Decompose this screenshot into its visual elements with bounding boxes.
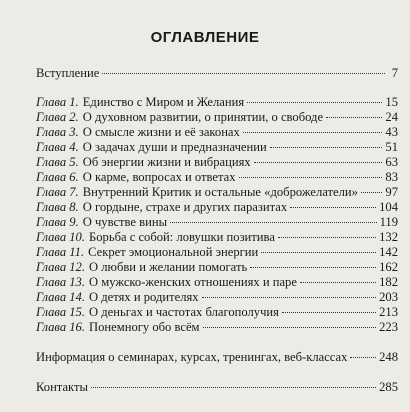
entry-page: 15: [385, 95, 398, 109]
chapter-label: Глава 5.: [36, 155, 79, 169]
entry-text: Понемногу обо всём: [89, 320, 200, 334]
leader-dots: [326, 117, 382, 118]
toc-entry-chapter-14: [36, 290, 398, 305]
page-title: ОГЛАВЛЕНИЕ: [150, 29, 260, 46]
toc-entry-chapter-8: [36, 200, 398, 215]
leader-dots: [239, 177, 383, 178]
entry-page: 24: [385, 110, 398, 124]
chapter-label: Глава 6.: [36, 170, 79, 184]
entry-page: 162: [379, 260, 398, 274]
leader-dots: [102, 73, 385, 74]
entry-page: 248: [379, 350, 398, 364]
chapter-label: Глава 3.: [36, 125, 79, 139]
chapter-label: Глава 14.: [36, 290, 86, 304]
leader-dots: [300, 282, 376, 283]
toc-entry-chapter-15: [36, 305, 398, 320]
entry-text: Вступление: [36, 66, 100, 80]
toc-entry-chapter-7: [36, 185, 398, 200]
toc-entry-chapter-9: [36, 215, 398, 230]
entry-text: Об энергии жизни и вибрациях: [82, 155, 251, 169]
entry-page: 142: [379, 245, 398, 259]
entry-page: 132: [379, 230, 398, 244]
entry-text: О деньгах и частотах благополучия: [89, 305, 279, 319]
entry-text: О чувстве вины: [82, 215, 168, 229]
leader-dots: [170, 222, 377, 223]
chapter-label: Глава 11.: [36, 245, 85, 259]
entry-text: О задачах души и предназначении: [82, 140, 267, 154]
entry-page: 51: [385, 140, 398, 154]
entry-text: О мужско-женских отношениях и паре: [89, 275, 297, 289]
entry-text: О карме, вопросах и ответах: [82, 170, 236, 184]
chapter-label: Глава 1.: [36, 95, 79, 109]
chapter-label: Глава 10.: [36, 230, 86, 244]
toc-entry-contacts: [36, 380, 398, 395]
entry-text: Контакты: [36, 380, 88, 394]
entry-page: 203: [379, 290, 398, 304]
entry-text: О духовном развитии, о принятии, о свободе: [82, 110, 324, 124]
entry-page: 213: [379, 305, 398, 319]
toc-entry-info: [36, 350, 398, 365]
chapter-label: Глава 16.: [36, 320, 86, 334]
entry-text: Информация о семинарах, курсах, тренингах, веб-классах: [36, 350, 348, 364]
leader-dots: [202, 297, 377, 298]
leader-dots: [350, 357, 376, 358]
entry-text: О гордыне, страхе и других паразитах: [82, 200, 288, 214]
chapter-label: Глава 4.: [36, 140, 79, 154]
entry-page: 119: [379, 215, 398, 229]
leader-dots: [247, 102, 382, 103]
toc-entry-chapter-3: [36, 125, 398, 140]
entry-text: О смысле жизни и её законах: [82, 125, 240, 139]
toc-entry-chapter-13: [36, 275, 398, 290]
entry-page: 285: [379, 380, 398, 394]
leader-dots: [91, 387, 376, 388]
entry-page: 97: [385, 185, 398, 199]
chapter-label: Глава 15.: [36, 305, 86, 319]
entry-page: 63: [385, 155, 398, 169]
leader-dots: [270, 147, 383, 148]
leader-dots: [290, 207, 376, 208]
leader-dots: [361, 192, 382, 193]
leader-dots: [250, 267, 376, 268]
entry-text: О детях и родителях: [89, 290, 199, 304]
leader-dots: [278, 237, 376, 238]
chapter-label: Глава 8.: [36, 200, 79, 214]
entry-page: 83: [385, 170, 398, 184]
entry-text: Секрет эмоциональной энергии: [88, 245, 259, 259]
toc-entry-chapter-1: [36, 95, 398, 110]
toc-entry-chapter-6: [36, 170, 398, 185]
chapter-label: Глава 9.: [36, 215, 79, 229]
entry-page: 7: [391, 66, 398, 80]
chapter-label: Глава 2.: [36, 110, 79, 124]
leader-dots: [254, 162, 383, 163]
toc-entry-intro: [36, 66, 398, 81]
entry-text: Борьба с собой: ловушки позитива: [89, 230, 275, 244]
entry-page: 104: [379, 200, 398, 214]
toc-entry-chapter-16: [36, 320, 398, 335]
entry-text: О любви и желании помогать: [89, 260, 248, 274]
chapter-label: Глава 7.: [36, 185, 79, 199]
chapter-label: Глава 13.: [36, 275, 86, 289]
chapter-label: Глава 12.: [36, 260, 86, 274]
entry-page: 43: [385, 125, 398, 139]
toc-entry-chapter-11: [36, 245, 398, 260]
entry-page: 223: [379, 320, 398, 334]
toc-entry-chapter-10: [36, 230, 398, 245]
toc-entry-chapter-4: [36, 140, 398, 155]
entry-text: Внутренний Критик и остальные «доброжелатели»: [82, 185, 358, 199]
leader-dots: [203, 327, 377, 328]
toc-entry-chapter-12: [36, 260, 398, 275]
leader-dots: [261, 252, 376, 253]
leader-dots: [282, 312, 376, 313]
leader-dots: [243, 132, 383, 133]
entry-text: Единство с Миром и Желания: [82, 95, 245, 109]
toc-entry-chapter-5: [36, 155, 398, 170]
entry-page: 182: [379, 275, 398, 289]
toc-entry-chapter-2: [36, 110, 398, 125]
